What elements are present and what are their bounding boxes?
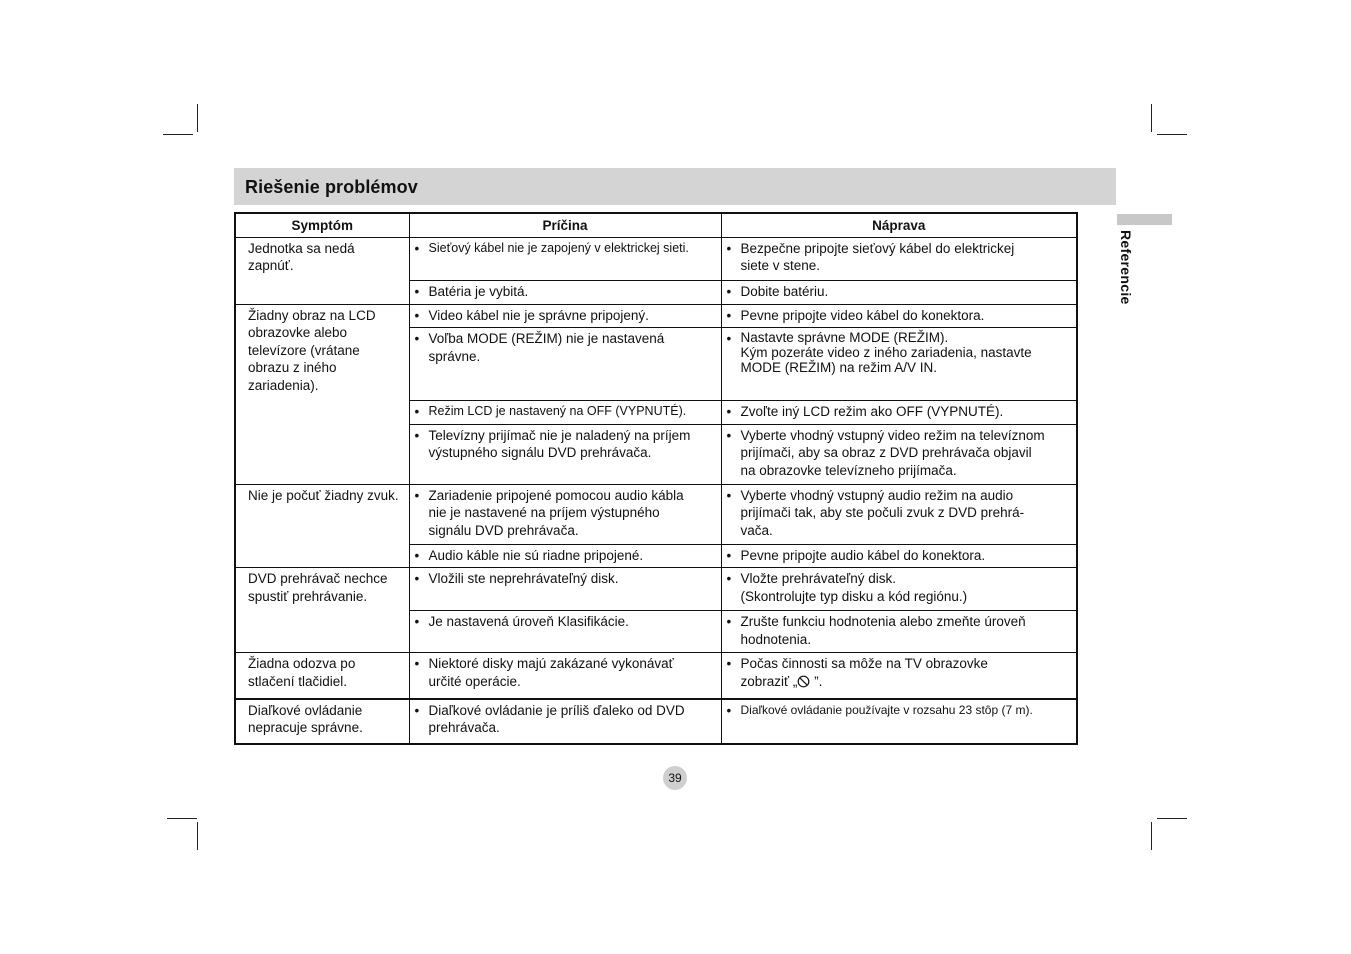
cause-text: Diaľkové ovládanie je príliš ďaleko od DVD prehrávača.: [428, 702, 685, 735]
cause-text: Je nastavená úroveň Klasifikácie.: [428, 614, 629, 629]
symptom-cell: [235, 237, 409, 304]
fix-text: Diaľkové ovládanie používajte v rozsahu 23 stôp (7 m).: [740, 702, 1033, 717]
cause-cell: [409, 328, 721, 401]
symptom-cell: [235, 699, 409, 744]
fix-cell: [721, 653, 1077, 699]
fix-text: Dobite batériu.: [740, 283, 829, 299]
cause-cell: [409, 544, 721, 568]
cause-cell: [409, 280, 721, 304]
fix-text: Pevne pripojte audio kábel do konektora.: [740, 547, 986, 563]
symptom-text: Diaľkové ovládanie nepracuje správne.: [248, 702, 363, 735]
cause-text: Voľba MODE (REŽIM) nie je nastavená správne.: [428, 331, 665, 364]
cause-cell: [409, 304, 721, 328]
fix-text-suffix: ”.: [810, 673, 823, 689]
symptom-cell: [235, 568, 409, 653]
fix-text: Bezpečne pripojte sieťový kábel do elektrickej siete v stene.: [740, 240, 1015, 273]
cause-text: Režim LCD je nastavený na OFF (VYPNUTÉ).: [428, 404, 687, 418]
page-title: Riešenie problémov: [245, 177, 418, 197]
bullet: •: [414, 487, 420, 503]
bullet: •: [414, 427, 420, 443]
fix-cell: [721, 328, 1077, 401]
fix-cell: [721, 544, 1077, 568]
cause-cell: [409, 611, 721, 653]
cause-cell: [409, 653, 721, 699]
table-row: [235, 699, 1077, 744]
fix-text: Nastavte správne MODE (REŽIM). Kým pozeráte video z iného zariadenia, nastavte MODE (REŽIM) na režim A/V IN.: [740, 330, 1032, 375]
cause-text: Batéria je vybitá.: [428, 283, 529, 299]
fix-text: Vyberte vhodný vstupný audio režim na audio prijímači tak, aby ste počuli zvuk z DVD prehrá- vača.: [740, 487, 1025, 538]
bullet: •: [726, 283, 732, 299]
bullet: •: [726, 702, 732, 718]
table-row: [235, 237, 1077, 280]
crop-mark: [163, 134, 193, 135]
cause-text: Televízny prijímač nie je naladený na príjem výstupného signálu DVD prehrávača.: [428, 427, 691, 460]
cause-cell: [409, 484, 721, 544]
fix-cell: [721, 304, 1077, 328]
cause-text: Audio káble nie sú riadne pripojené.: [428, 547, 644, 563]
crop-mark: [1151, 104, 1152, 132]
bullet: •: [726, 240, 732, 256]
symptom-text: Jednotka sa nedá zapnúť.: [248, 240, 355, 273]
bullet: •: [726, 656, 732, 671]
table-row: [235, 653, 1077, 699]
troubleshooting-table: [234, 212, 1078, 745]
crop-mark: [1157, 818, 1187, 819]
bullet: •: [414, 240, 420, 256]
bullet: •: [414, 547, 420, 563]
fix-text: Vyberte vhodný vstupný video režim na televíznom prijímači, aby sa obraz z DVD prehrávača objavil na obrazovke televízneho prijímača.: [740, 427, 1045, 478]
cause-text: Vložili ste neprehrávateľný disk.: [428, 571, 619, 586]
bullet: •: [726, 427, 732, 443]
cause-cell: [409, 568, 721, 611]
cause-cell: [409, 699, 721, 744]
bullet: •: [414, 571, 420, 586]
fix-text-prefix: Počas činnosti sa môže na TV obrazovke zobraziť „: [740, 656, 988, 689]
table-row: [235, 484, 1077, 544]
bullet: •: [726, 571, 732, 586]
column-header-fix: Náprava: [721, 213, 1077, 237]
bullet: •: [414, 331, 420, 346]
symptom-text: DVD prehrávač nechce spustiť prehrávanie.: [248, 571, 388, 604]
fix-text: Vložte prehrávateľný disk. (Skontrolujte typ disku a kód regiónu.): [740, 571, 968, 604]
bullet: •: [726, 404, 732, 419]
fix-text: Zrušte funkciu hodnotenia alebo zmeňte úroveň hodnotenia.: [740, 614, 1026, 647]
symptom-cell: [235, 484, 409, 568]
bullet: •: [414, 283, 420, 299]
bullet: •: [726, 614, 732, 629]
cause-text: Niektoré disky majú zakázané vykonávať určité operácie.: [428, 656, 674, 689]
table-header-row: [235, 213, 1077, 237]
cause-text: Sieťový kábel nie je zapojený v elektrickej sieti.: [428, 240, 689, 255]
crop-mark: [197, 104, 198, 132]
symptom-text: Žiadna odozva po stlačení tlačidiel.: [248, 656, 356, 689]
fix-cell: [721, 484, 1077, 544]
fix-text: [741, 655, 1073, 690]
crop-mark: [1157, 134, 1187, 135]
symptom-cell: [235, 653, 409, 699]
crop-mark: [167, 818, 197, 819]
crop-mark: [1151, 822, 1152, 850]
cause-text: Zariadenie pripojené pomocou audio kábla nie je nastavené na príjem výstupného signálu DVD prehrávača.: [428, 487, 684, 538]
column-header-symptom: Symptóm: [235, 213, 409, 237]
side-section-label: Referencie: [1118, 230, 1134, 305]
symptom-text: Žiadny obraz na LCD obrazovke alebo televízore (vrátane obrazu z iného zariadenia).: [248, 307, 376, 393]
side-tab-marker: [1117, 214, 1172, 225]
fix-cell: [721, 699, 1077, 744]
cause-cell: [409, 237, 721, 280]
fix-cell: [721, 568, 1077, 611]
bullet: •: [726, 307, 732, 323]
table-row: [235, 304, 1077, 328]
page-number: 39: [663, 766, 687, 790]
prohibited-icon: [797, 675, 810, 688]
symptom-text: Nie je počuť žiadny zvuk.: [248, 487, 399, 503]
cause-cell: [409, 424, 721, 484]
symptom-cell: [235, 304, 409, 484]
fix-cell: [721, 401, 1077, 425]
fix-cell: [721, 280, 1077, 304]
column-header-cause: Príčina: [409, 213, 721, 237]
bullet: •: [414, 702, 420, 718]
bullet: •: [726, 331, 732, 346]
bullet: •: [726, 487, 732, 503]
fix-cell: [721, 424, 1077, 484]
fix-cell: [721, 611, 1077, 653]
cause-text: Video kábel nie je správne pripojený.: [428, 307, 649, 323]
bullet: •: [414, 307, 420, 323]
section-header: [234, 168, 1116, 205]
fix-text: Pevne pripojte video kábel do konektora.: [740, 307, 985, 323]
fix-text: Zvoľte iný LCD režim ako OFF (VYPNUTÉ).: [740, 404, 1004, 419]
bullet: •: [414, 614, 420, 629]
bullet: •: [414, 656, 420, 671]
bullet: •: [414, 404, 420, 419]
bullet: •: [726, 547, 732, 563]
fix-cell: [721, 237, 1077, 280]
table-row: [235, 568, 1077, 611]
cause-cell: [409, 401, 721, 425]
crop-mark: [197, 822, 198, 850]
